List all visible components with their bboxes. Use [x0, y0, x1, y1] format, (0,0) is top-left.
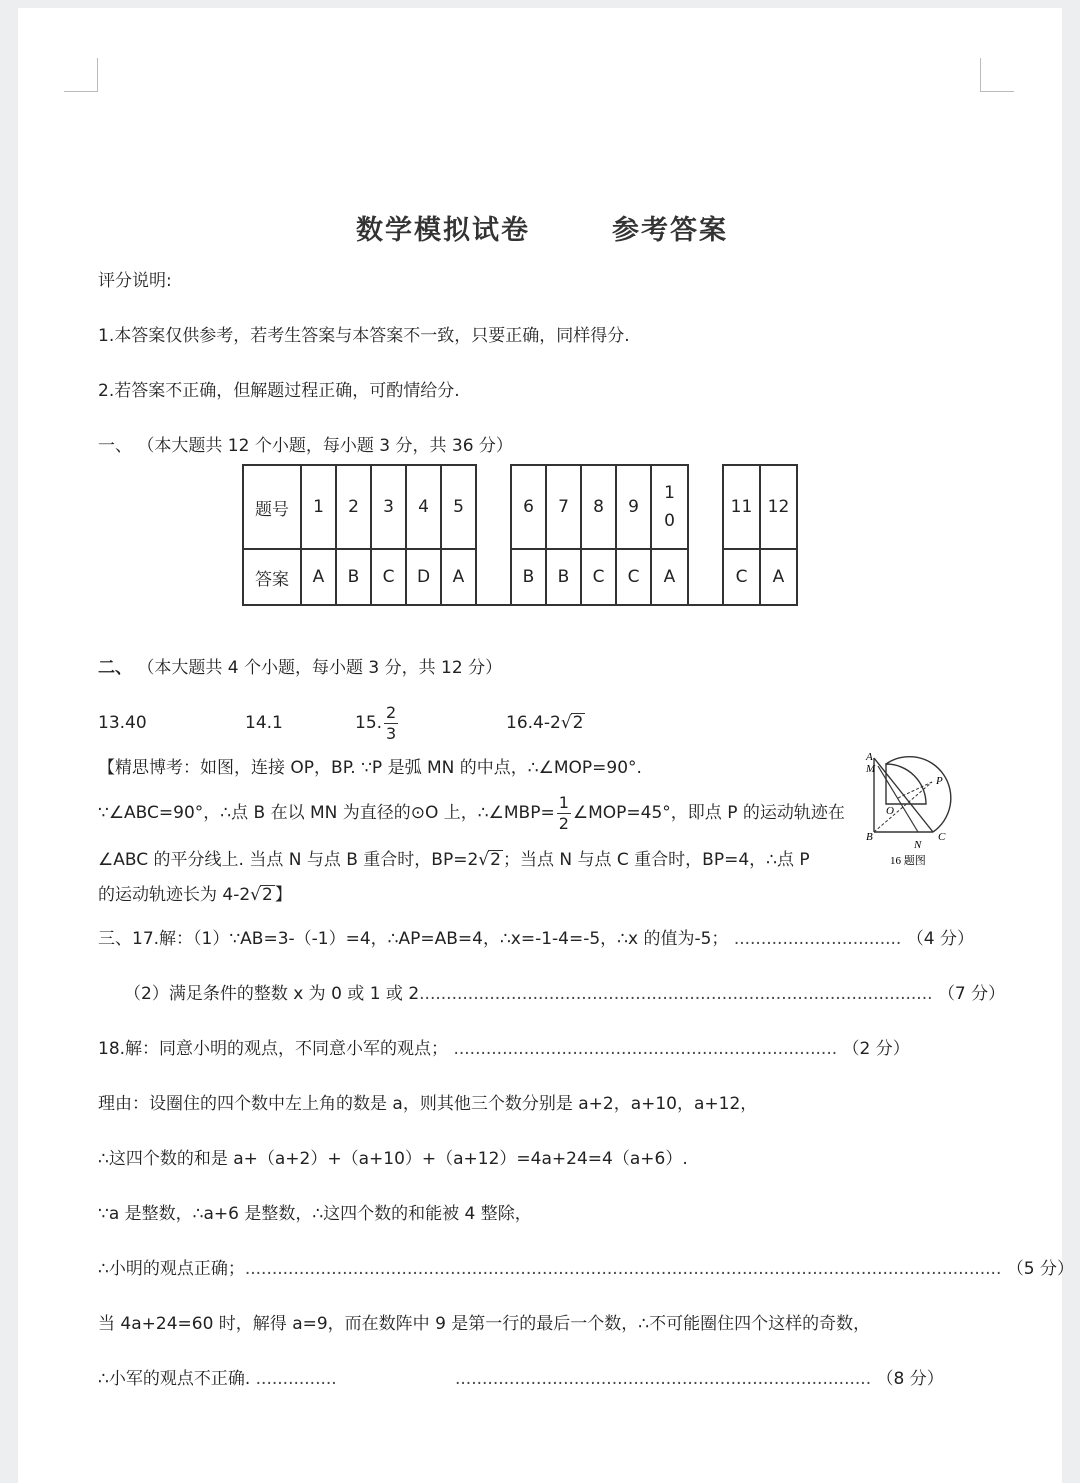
q18-xiaojun-dots-2: ............................................................................. — [455, 1369, 872, 1389]
answer-table-header-q: 题号 — [243, 465, 301, 549]
q17-part1 — [98, 928, 974, 950]
answer-table-number: 9 — [616, 465, 651, 549]
sqrt-arg: 2 — [572, 713, 584, 733]
answer-table-number: 11 — [723, 465, 760, 549]
figure-label-c: C — [938, 831, 946, 843]
answer-table-answer: D — [406, 549, 441, 605]
answer-14: 14.1 — [245, 713, 283, 733]
q18-reason: 理由：设圈住的四个数中左上角的数是 a，则其他三个数分别是 a+2，a+10，a+12， — [98, 1094, 758, 1114]
answer-15-denominator: 3 — [386, 723, 397, 743]
answer-table-number: 12 — [760, 465, 797, 549]
q18-xiaojun-score: （8 分） — [876, 1369, 944, 1389]
answer-15-fraction — [384, 703, 398, 744]
q18-xiaoming-text: ∴小明的观点正确； — [98, 1259, 245, 1279]
answer-15-prefix: 15. — [355, 713, 383, 733]
answer-table-header-a: 答案 — [243, 549, 301, 605]
part2-desc: （本大题共 4 个小题，每小题 3 分，共 12 分） — [137, 658, 503, 678]
answer-table-gap — [688, 465, 723, 549]
q17-part1-text: 三、17.解：（1）∵AB=3-（-1）=4，∴AP=AB=4，∴x=-1-4=-5，∴x 的值为-5； — [98, 929, 729, 949]
q17-part2-dots: ............................................................................................... — [419, 984, 933, 1004]
part2-heading — [98, 657, 502, 679]
q18-xiaoming-dots: ............................................................................................................................................ — [244, 1259, 1002, 1279]
answer-table-number: 1 — [301, 465, 336, 549]
figure-label-b: B — [866, 831, 873, 843]
answer-table-answer: A — [760, 549, 797, 605]
think-line-4b: 】 — [274, 885, 292, 905]
answer-table-answer: C — [581, 549, 616, 605]
q18-when: 当 4a+24=60 时，解得 a=9，而在数阵中 9 是第一行的最后一个数，∴不可能圈住四个这样的奇数， — [98, 1314, 871, 1334]
answer-15-numerator: 2 — [386, 702, 397, 722]
answer-table — [242, 464, 798, 606]
answer-table-gap — [476, 465, 511, 549]
geometry-figure — [858, 752, 958, 870]
answer-table-number-10-bottom: 0 — [664, 511, 675, 531]
q17-part2 — [124, 983, 1005, 1005]
think-line-2 — [98, 792, 845, 834]
answer-table-answer: B — [336, 549, 371, 605]
figure-caption: 16 题图 — [890, 855, 926, 867]
page-title: 数学模拟试卷 — [356, 215, 530, 246]
answer-table-gap — [688, 549, 723, 605]
part1-label: 一、 — [98, 436, 132, 456]
answer-table-number-10 — [651, 465, 688, 549]
answer-table-number: 3 — [371, 465, 406, 549]
answer-table-answer: A — [651, 549, 688, 605]
q18-line1-text: 18.解：同意小明的观点，不同意小军的观点； — [98, 1039, 449, 1059]
think-line-3 — [98, 849, 810, 871]
q17-part1-dots: ............................... — [733, 929, 902, 949]
page-subtitle: 参考答案 — [612, 215, 728, 246]
answer-table-answer: B — [511, 549, 546, 605]
think-line-3b: ；当点 N 与点 C 重合时，BP=4，∴点 P — [502, 850, 810, 870]
grading-note-2: 2.若答案不正确，但解题过程正确，可酌情给分. — [98, 381, 460, 401]
answer-13: 13.40 — [98, 713, 147, 733]
answer-table-number: 7 — [546, 465, 581, 549]
answer-table-answer: A — [301, 549, 336, 605]
answer-15 — [355, 702, 400, 744]
sqrt-sign: √ — [560, 713, 572, 733]
crop-mark-top-left — [64, 58, 98, 92]
q17-part2-text: （2）满足条件的整数 x 为 0 或 1 或 2 — [124, 984, 420, 1004]
part2-label: 二、 — [98, 658, 132, 678]
answer-table-number: 2 — [336, 465, 371, 549]
think-line-2b: ∠MOP=45°，即点 P 的运动轨迹在 — [572, 803, 845, 823]
think-line-4a: 的运动轨迹长为 4-2 — [98, 885, 251, 905]
part1-heading — [98, 435, 513, 457]
q17-part2-score: （7 分） — [937, 984, 1006, 1004]
answer-table-number-10-top: 1 — [664, 483, 675, 503]
answer-table-answer: B — [546, 549, 581, 605]
half-numerator: 1 — [558, 792, 569, 812]
q18-xiaoming — [98, 1258, 1074, 1280]
answer-table-answer: A — [441, 549, 476, 605]
figure-label-m: M — [866, 763, 876, 775]
answer-16 — [506, 712, 585, 734]
answer-table-answer: C — [371, 549, 406, 605]
figure-label-p: P — [936, 775, 943, 787]
q18-xiaojun — [98, 1368, 337, 1390]
sqrt-arg: 2 — [262, 885, 273, 905]
crop-mark-top-right — [980, 58, 1014, 92]
part1-desc: （本大题共 12 个小题，每小题 3 分，共 36 分） — [137, 436, 513, 456]
answer-table-answer: C — [616, 549, 651, 605]
grading-note-1: 1.本答案仅供参考，若考生答案与本答案不一致，只要正确，同样得分. — [98, 326, 630, 346]
answer-table-number: 5 — [441, 465, 476, 549]
sqrt-sign: √ — [250, 885, 262, 905]
q18-line1-dots: ....................................................................... — [453, 1039, 838, 1059]
think-line-1: 【精思博考：如图，连接 OP，BP. ∵P 是弧 MN 的中点，∴∠MOP=90°. — [98, 758, 642, 778]
grading-heading: 评分说明: — [98, 271, 172, 291]
half-denominator: 2 — [558, 813, 569, 833]
q18-line1 — [98, 1038, 910, 1060]
answer-table-gap — [476, 549, 511, 605]
figure-label-o: O — [886, 805, 894, 817]
sqrt-arg: 2 — [490, 850, 501, 870]
answer-table-number: 6 — [511, 465, 546, 549]
answer-table-answer: C — [723, 549, 760, 605]
answer-table-number: 4 — [406, 465, 441, 549]
q18-xiaoming-score: （5 分） — [1006, 1259, 1075, 1279]
q18-sum: ∴这四个数的和是 a+（a+2）+（a+10）+（a+12）=4a+24=4（a+6）. — [98, 1149, 688, 1169]
half-fraction — [557, 793, 571, 834]
figure-label-n: N — [914, 839, 922, 851]
q18-integer: ∵a 是整数，∴a+6 是整数，∴这四个数的和能被 4 整除， — [98, 1204, 532, 1224]
think-line-3a: ∠ABC 的平分线上. 当点 N 与点 B 重合时，BP=2 — [98, 850, 479, 870]
sqrt-sign: √ — [478, 850, 490, 870]
think-line-4 — [98, 884, 292, 906]
figure-label-a: A — [866, 752, 873, 763]
think-line-2a: ∵∠ABC=90°，∴点 B 在以 MN 为直径的⊙O 上，∴∠MBP= — [98, 803, 555, 823]
q18-xiaojun-text: ∴小军的观点不正确. — [98, 1369, 251, 1389]
q17-part1-score: （4 分） — [906, 929, 974, 949]
answer-table-number: 8 — [581, 465, 616, 549]
q18-xiaojun-tail — [455, 1368, 944, 1390]
answer-16-prefix: 16.4-2 — [506, 713, 561, 733]
q18-line1-score: （2 分） — [842, 1039, 910, 1059]
q18-xiaojun-dots-1: ............... — [255, 1369, 337, 1389]
